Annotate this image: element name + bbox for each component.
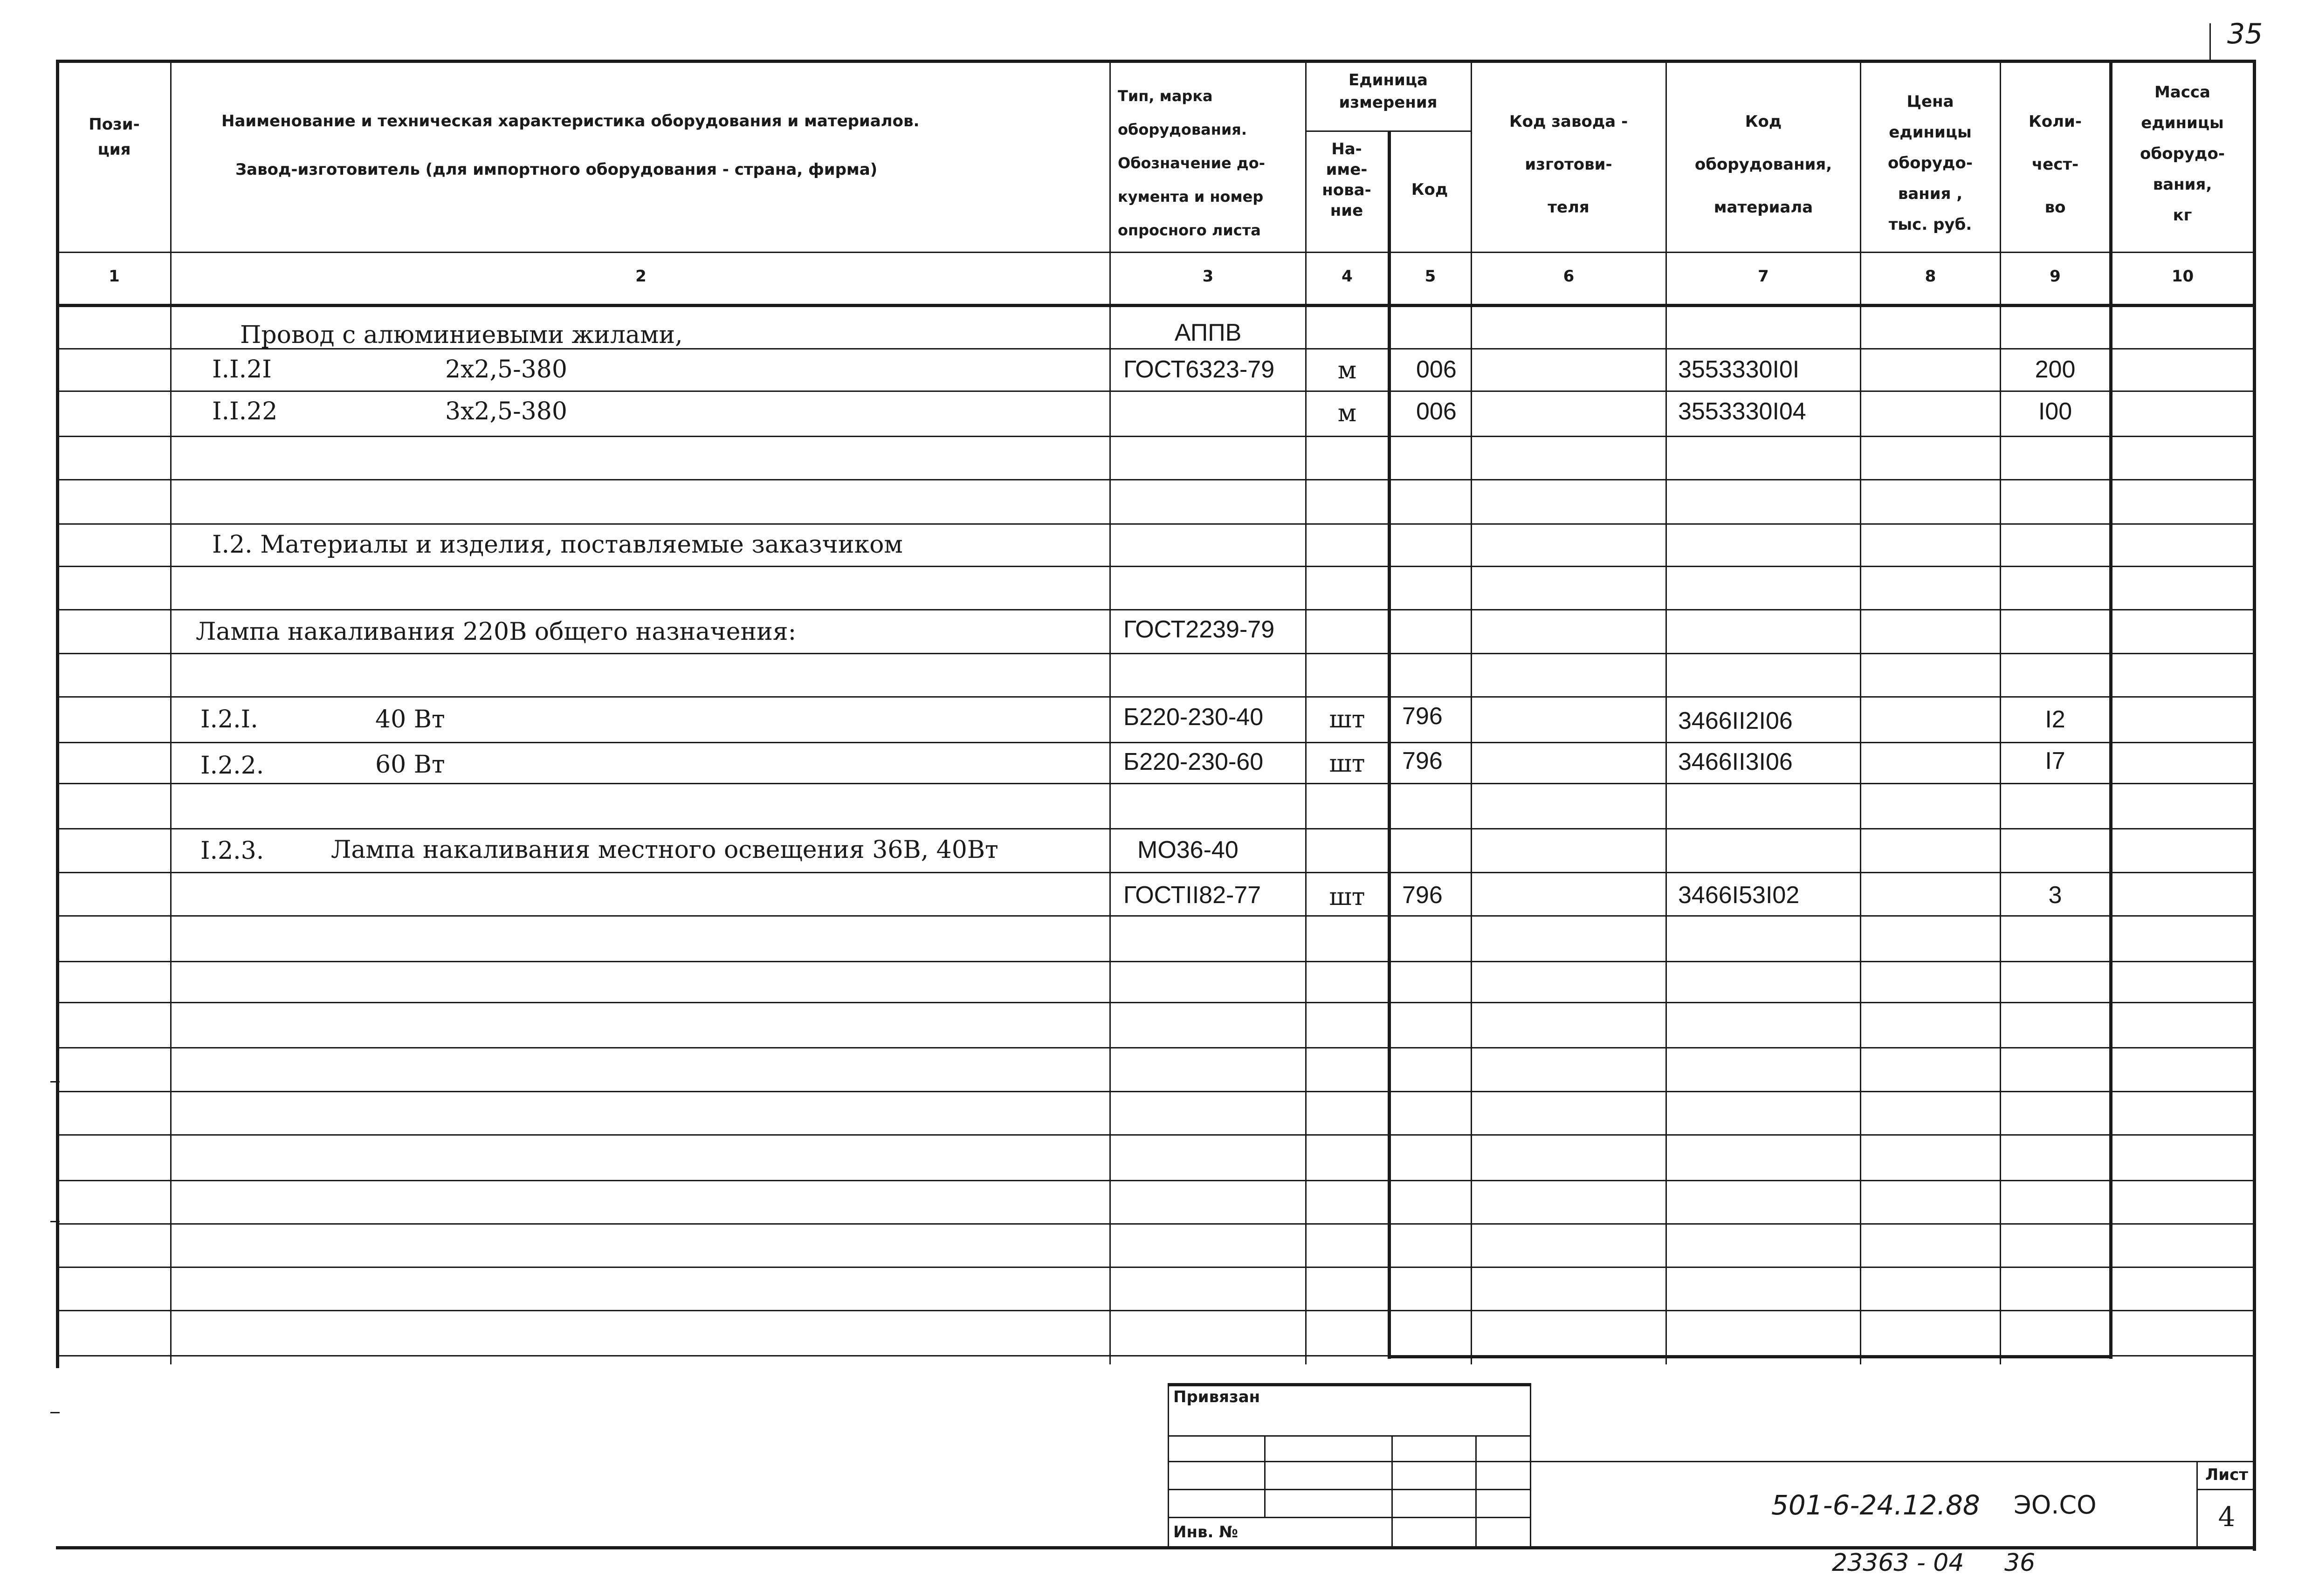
header-price: Цена единицы оборудо- вания , тыс. руб. [1888,92,1973,234]
document-code: 501-6-24.12.88 [1771,1489,1980,1521]
column-number: 3 [1202,267,1214,286]
item-code: 3466I53I02 [1678,882,1800,909]
item-code: 3466II2I06 [1678,707,1793,734]
item-quantity: 200 [2035,356,2076,383]
item-quantity: 3 [2048,882,2062,909]
item-name: Лампа накаливания 220В общего назначения: [196,618,797,646]
header-equipment-code: Код оборудования, материала [1694,112,1832,217]
item-type: МО36-40 [1137,836,1239,863]
item-position: I.I.2I [212,356,272,384]
item-quantity: I00 [2038,398,2072,425]
item-unit: м [1337,399,1357,427]
item-position: I.2.2. [200,752,264,780]
header-unit-code: Код [1411,180,1448,199]
header-quantity: Коли- чест- во [2029,112,2082,217]
header-mass: Масса единицы оборудо- вания, кг [2140,83,2225,225]
column-number: 7 [1758,267,1769,286]
item-type: Б220-230-60 [1123,748,1264,775]
item-unit-code: 796 [1402,703,1443,730]
item-type: ГОСТ6323-79 [1123,356,1275,383]
header-unit-group: Единица измерения [1339,71,1438,112]
item-unit-code: 006 [1416,356,1457,383]
header-name-line2: Завод-изготовитель (для импортного оборудования - страна, фирма) [235,160,878,179]
header-manufacturer-code: Код завода - изготови- теля [1509,112,1628,217]
column-number: 10 [2171,267,2194,286]
item-name: 2х2,5-380 [445,356,567,384]
column-number: 1 [109,267,120,286]
item-unit-code: 796 [1402,882,1443,909]
column-number: 5 [1424,267,1436,286]
column-number: 4 [1342,267,1353,286]
item-name: 3х2,5-380 [445,397,567,425]
item-type: ГОСТ2239-79 [1123,616,1275,643]
header-position: Пози- ция [89,115,140,159]
sheet-number: 4 [2218,1501,2236,1533]
item-quantity: I2 [2045,706,2065,733]
item-type: ГОСТII82-77 [1123,882,1261,909]
column-number: 2 [635,267,647,286]
inv-number-label: Инв. № [1173,1523,1239,1541]
item-code: 3553330I0I [1678,356,1800,383]
item-unit-code: 006 [1416,398,1457,425]
item-type: АППВ [1174,319,1242,346]
header-type: Тип, марка оборудования. Обозначение до- кумента и номер опросного листа [1118,87,1265,239]
header-unit-name: На- име- нова- ние [1322,140,1371,220]
item-name: Лампа накаливания местного освещения 36В, 40Вт [331,836,998,864]
item-unit: м [1337,356,1357,384]
bound-label: Привязан [1173,1388,1260,1406]
column-number: 9 [2050,267,2061,286]
footer-page-number: 36 [2004,1549,2036,1577]
item-quantity: I7 [2045,747,2065,774]
item-unit-code: 796 [1402,747,1443,774]
item-unit: шт [1329,883,1365,911]
column-number: 6 [1563,267,1575,286]
column-number: 8 [1925,267,1936,286]
section-code: ЭО.СО [2014,1490,2097,1520]
item-name: Провод с алюминиевыми жилами, [240,321,683,349]
item-unit: шт [1329,750,1365,778]
item-code: 3466II3I06 [1678,748,1793,775]
section-heading: I.2. Материалы и изделия, поставляемые заказчиком [212,531,903,559]
item-position: I.I.22 [212,397,278,425]
header-name-line1: Наименование и техническая характеристика оборудования и материалов. [221,112,920,130]
top-sheet-number: 35 [2227,18,2263,50]
item-name: 60 Вт [375,751,445,779]
item-type: Б220-230-40 [1123,704,1264,731]
top-tick [2209,23,2211,61]
item-unit: шт [1329,706,1365,733]
item-position: I.2.3. [200,837,264,865]
item-name: 40 Вт [375,706,445,733]
item-position: I.2.I. [200,706,258,733]
archive-number: 23363 - 04 [1832,1549,1964,1577]
sheet-label: Лист [2205,1466,2248,1484]
item-code: 3553330I04 [1678,398,1806,425]
